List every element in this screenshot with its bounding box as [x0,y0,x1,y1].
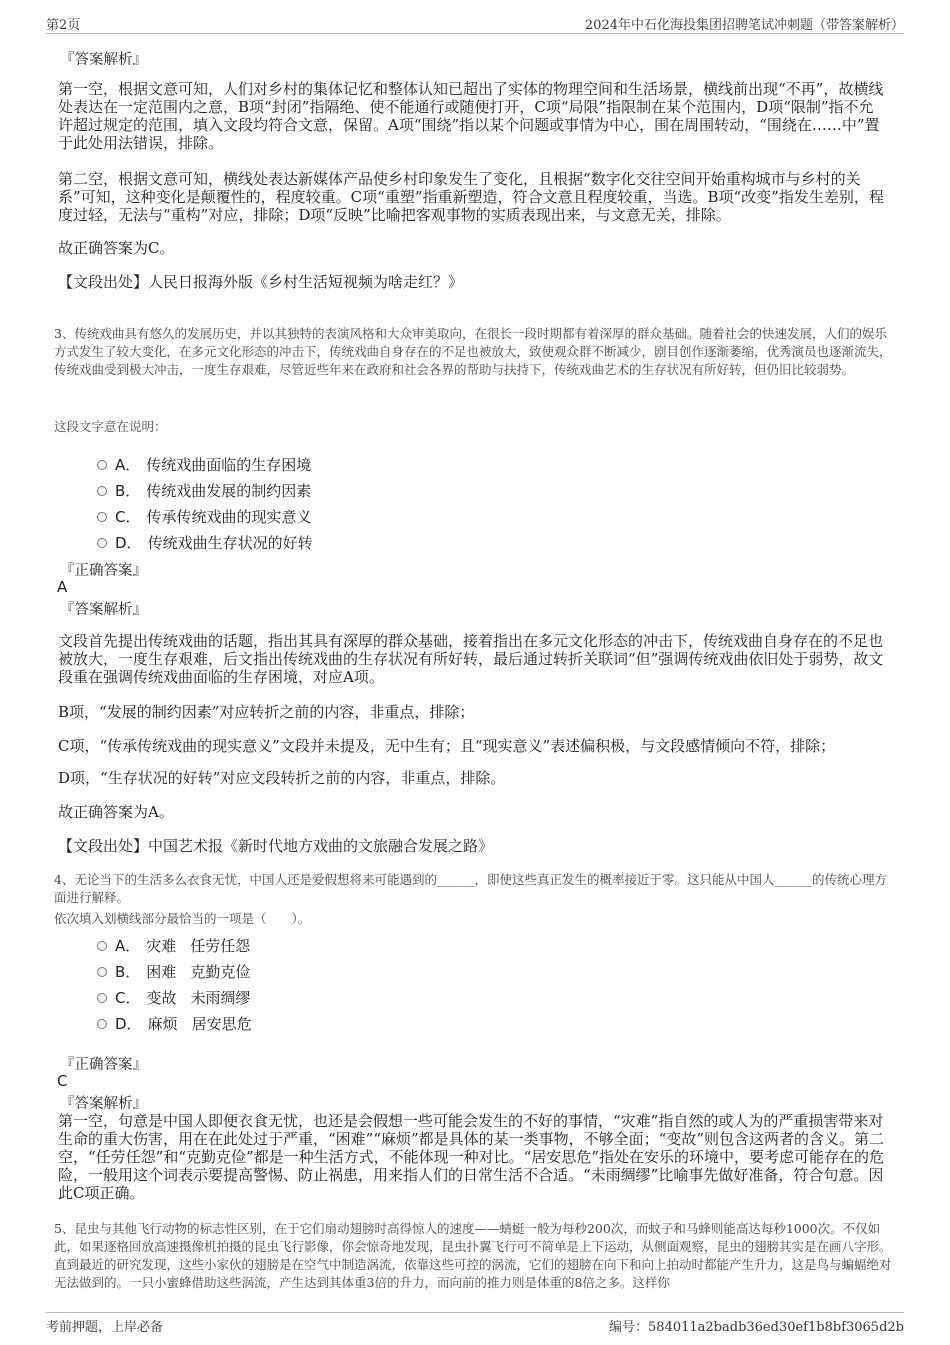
footer-divider [46,1312,904,1313]
q4-option-c[interactable]: C． 变故 未雨绸缪 [97,987,251,1007]
q3-option-a[interactable]: A． 传统戏曲面临的生存困境 [97,454,311,474]
radio-button-icon[interactable] [97,1019,107,1029]
q3-option-b[interactable]: B． 传统戏曲发展的制约因素 [97,480,311,500]
radio-button-icon[interactable] [97,993,107,1003]
radio-button-icon[interactable] [97,941,107,951]
q3-source: 【文段出处】中国艺术报《新时代地方戏曲的文旅融合发展之路》 [58,837,494,855]
q3-analysis-paragraph-1: 文段首先提出传统戏曲的话题，指出其具有深厚的群众基础，接着指出在多元文化形态的冲击下，传统戏曲自身存在的不足也被放大，一度生存艰难，后文指出传统戏曲的生存状况有所好转，最后通过转折关联词“但”强调传统戏曲依旧处于弱势，故文段重在强调传统戏曲面临的生存困境，对应A项。 [58,632,884,686]
q4-answer: C [57,1072,68,1090]
document-id: 编号：584011a2badb36ed30ef1b8bf3065d2b [609,1320,904,1335]
radio-button-icon[interactable] [97,460,107,470]
q3-answer: A [57,578,68,596]
header-divider [46,33,904,34]
q4-prompt: 依次填入划横线部分最恰当的一项是（ ）。 [54,911,311,926]
footer-slogan: 考前押题，上岸必备 [46,1320,164,1335]
q3-stem: 3、传统戏曲具有悠久的发展历史，并以其独特的表演风格和大众审美取向，在很长一段时期都有着深厚的群众基础。随着社会的快速发展，人们的娱乐方式发生了较大变化，在多元文化形态的冲击下，传统戏曲自身存在的不足也被放大，致使观众群不断减少，剧目创作逐渐萎缩，优秀演员也逐渐流失，传统戏曲受到极大冲击，一度生存艰难，尽管近些年来在政府和社会各界的帮助与扶持下，传统戏曲艺术的生存状况有所好转，但仍旧比较弱势。 [54,326,892,377]
q3-analysis-paragraph-4: D项，“生存状况的好转”对应文段转折之前的内容，非重点，排除。 [58,769,506,787]
page-number: 第2页 [46,18,81,33]
q2-analysis-paragraph-1: 第一空，根据文意可知，人们对乡村的集体记忆和整体认知已超出了实体的物理空间和生活场景，横线前出现“不再”，故横线处表达在一定范围内之意，B项“封闭”指隔绝、使不能通行或随便打开，C项“局限”指限制在某个范围内，D项“限制”指不允许超过规定的范围，填入文段均符合文意，保留。A项“围绕”指以某个问题或事情为中心，围在周围转动，“围绕在……中”置于此处用法错误，排除。 [58,80,884,152]
q4-option-d[interactable]: D． 麻烦 居安思危 [97,1013,252,1033]
q4-analysis-label: 『答案解析』 [60,1096,147,1112]
q5-stem: 5、昆虫与其他飞行动物的标志性区别，在于它们扇动翅膀时高得惊人的速度——蜻蜓一般为每秒200次，而蚊子和马蜂则能高达每秒1000次。不仅如此，如果逐格回放高速摄像机拍摄的昆虫飞行影像，你会惊奇地发现，昆虫扑翼飞行可不简单是上下运动，从侧面观察，昆虫的翅膀其实是在画八字形。直到最近的研究发现，这些小家伙的翅膀是在空气中制造涡流，依靠这些可控的涡流，它们的翅膀在向下和向上拍动时都能产生升力，这是鸟与蝙蝠绝对无法做到的。一只小蜜蜂借助这些涡流，产生达到其体重3倍的升力，而向前的推力则是体重的8倍之多。这样你 [54,1221,892,1290]
q3-conclusion: 故正确答案为A。 [58,803,174,821]
page-footer [46,1316,904,1336]
q2-conclusion: 故正确答案为C。 [58,239,175,257]
q3-option-c[interactable]: C． 传承传统戏曲的现实意义 [97,506,312,526]
q3-analysis-paragraph-2: B项，“发展的制约因素”对应转折之前的内容，非重点，排除； [58,703,475,721]
q4-stem: 4、无论当下的生活多么衣食无忧，中国人还是爱假想将来可能遇到的______，即使这些真正发生的概率接近于零。这只能从中国人______的传统心理方面进行解释。 [54,872,887,905]
q2-source: 【文段出处】人民日报海外版《乡村生活短视频为啥走红？》 [58,273,464,291]
radio-button-icon[interactable] [97,486,107,496]
q3-analysis-label: 『答案解析』 [60,602,147,618]
q4-analysis-paragraph: 第一空，句意是中国人即便衣食无忧，也还是会假想一些可能会发生的不好的事情，“灾难”指自然的或人为的严重损害带来对生命的重大伤害，用在在此处过于严重，“困难”“麻烦”都是具体的某一类事物，不够全面；“变故”则包含这两者的含义。第二空，“任劳任怨”和“克勤克俭”都是一种生活方式，不能体现一种对比。“居安思危”指处在安乐的环境中，要考虑可能存在的危险，一般用这个词表示要提高警惕、防止祸患，用来指人们的日常生活不合适。“未雨绸缪”比喻事先做好准备，符合句意。因此C项正确。 [58,1112,885,1202]
radio-button-icon[interactable] [97,967,107,977]
q2-analysis-paragraph-2: 第二空，根据文意可知，横线处表达新媒体产品使乡村印象发生了变化，且根据“数字化交往空间开始重构城市与乡村的关系”可知，这种变化是颠覆性的，程度较重。C项“重塑”指重新塑造，符合文意且程度较重，当选。B项“改变”指发生差别，程度过轻，无法与“重构”对应，排除；D项“反映”比喻把客观事物的实质表现出来，与文意无关，排除。 [58,170,884,224]
radio-button-icon[interactable] [97,512,107,522]
radio-button-icon[interactable] [97,538,107,548]
q3-answer-label: 『正确答案』 [60,563,147,579]
q4-option-b[interactable]: B． 困难 克勤克俭 [97,961,250,981]
page-header [46,14,904,34]
q4-option-a[interactable]: A． 灾难 任劳任怨 [97,935,250,955]
q2-analysis-label: 『答案解析』 [60,52,147,68]
q3-prompt: 这段文字意在说明： [54,419,167,434]
q4-answer-label: 『正确答案』 [60,1057,147,1073]
q3-analysis-paragraph-3: C项，“传承传统戏曲的现实意义”文段并未提及，无中生有；且“现实意义”表述偏积极，与文段感情倾向不符，排除； [58,737,836,755]
q3-option-d[interactable]: D． 传统戏曲生存状况的好转 [97,532,313,552]
document-title: 2024年中石化海投集团招聘笔试冲刺题（带答案解析） [584,18,904,33]
